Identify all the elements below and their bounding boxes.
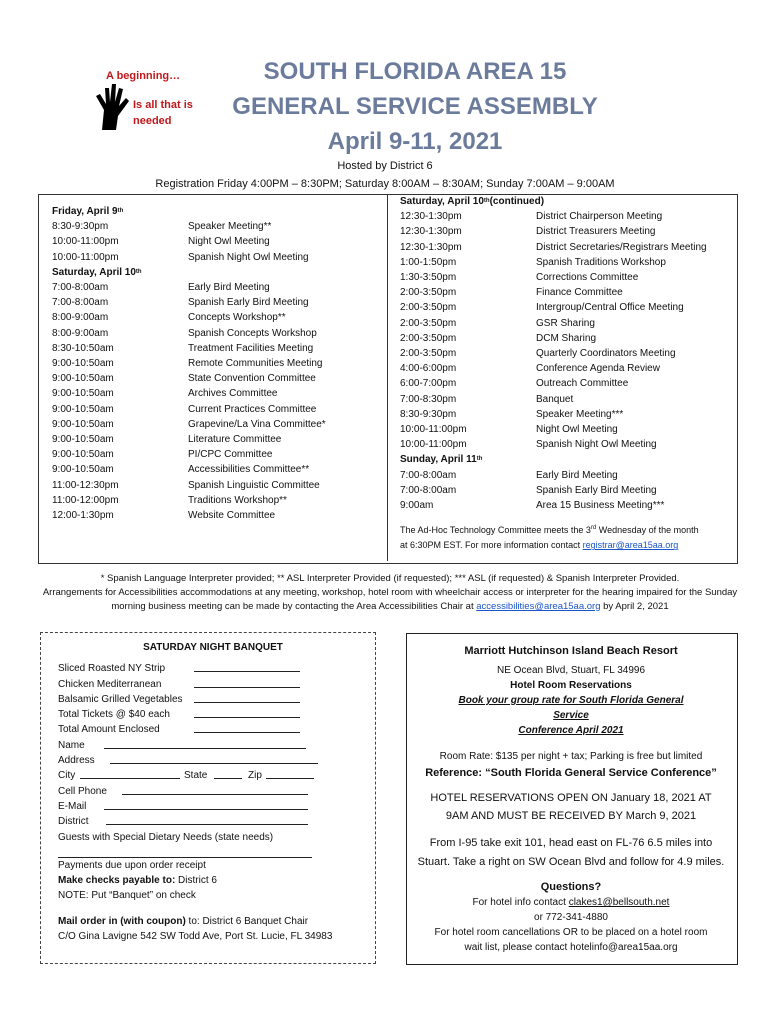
schedule-row <box>52 447 382 462</box>
schedule-time: 9:00-10:50am <box>52 373 114 385</box>
schedule-row <box>400 407 730 422</box>
schedule-time: 7:00-8:00am <box>52 282 109 294</box>
schedule-row <box>400 331 730 346</box>
banquet-item-blank[interactable] <box>194 661 300 672</box>
hotel-info <box>408 644 734 955</box>
schedule-time: 9:00-10:50am <box>52 464 114 476</box>
schedule-time: 9:00-10:50am <box>52 449 114 461</box>
reservations-open-2: 9AM AND MUST BE RECEIVED BY March 9, 2021 <box>445 810 697 822</box>
saturday-heading: Saturday, April 10 th <box>52 266 142 278</box>
checks-payable: Make checks payable to: District 6 <box>58 875 217 887</box>
schedule-event: Spanish Traditions Workshop <box>536 256 666 268</box>
name-field[interactable]: Name <box>58 738 368 753</box>
schedule-time: 2:00-3:50pm <box>400 332 457 344</box>
cell-phone-field[interactable]: Cell Phone <box>58 784 368 799</box>
logo-tagline-top: A beginning… <box>106 70 181 82</box>
mail-order: Mail order in (with coupon) to: District 6 Banquet Chair <box>58 915 309 927</box>
schedule-row <box>400 346 730 361</box>
schedule-time: 1:00-1:50pm <box>400 256 457 268</box>
schedule-event: Concepts Workshop** <box>188 312 286 324</box>
page-title-line1: SOUTH FLORIDA AREA 15 <box>263 58 567 85</box>
schedule-row <box>400 240 730 255</box>
banquet-item-label: Balsamic Grilled Vegetables <box>58 693 183 705</box>
schedule-time: 9:00-10:50am <box>52 358 114 370</box>
schedule-time: 2:00-3:50pm <box>400 287 457 299</box>
schedule-event: Grapevine/La Vina Committee* <box>188 418 326 430</box>
schedule-event: Treatment Facilities Meeting <box>188 342 314 354</box>
schedule-row <box>400 498 730 513</box>
interpreter-note: * Spanish Language Interpreter provided; ** ASL Interpreter Provided (if requested); *** ASL (if requested) & Spanish Interpreter Provided. <box>100 573 680 584</box>
schedule-time: 7:00-8:00am <box>52 297 109 309</box>
page-title-date: April 9-11, 2021 <box>327 128 503 155</box>
registrar-email-link[interactable]: registrar@area15aa.org <box>582 540 679 551</box>
reservations-open-1: HOTEL RESERVATIONS OPEN ON January 18, 2021 AT <box>430 792 712 804</box>
district-field[interactable]: District <box>58 814 368 829</box>
schedule-row <box>52 326 382 341</box>
schedule-time: 7:00-8:00am <box>400 469 457 481</box>
schedule-event: Spanish Concepts Workshop <box>188 327 317 339</box>
saturday-continued-list <box>400 209 730 452</box>
schedule-event: Intergroup/Central Office Meeting <box>536 302 684 314</box>
schedule-row <box>400 392 730 407</box>
directions-1: From I-95 take exit 101, head east on FL-76 6.5 miles into <box>429 837 713 849</box>
schedule-event: Quarterly Coordinators Meeting <box>536 348 676 360</box>
schedule-time: 1:30-3:50pm <box>400 272 457 284</box>
schedule-row <box>52 462 382 477</box>
cancellation-2: wait list, please contact hotelinfo@area15aa.org <box>464 942 678 953</box>
schedule-event: Area 15 Business Meeting*** <box>536 500 665 512</box>
schedule-time: 7:00-8:30pm <box>400 393 457 405</box>
schedule-event: Corrections Committee <box>536 272 639 284</box>
group-rate-link-2[interactable]: Service <box>553 710 589 721</box>
schedule-event: Accessibilities Committee** <box>188 464 310 476</box>
schedule-time: 2:00-3:50pm <box>400 302 457 314</box>
accommodations-note-cont: morning business meeting can be made by contacting the Area Accessibilities Chair at accessibilities@area15aa.org by April 2, 2021 <box>111 601 669 612</box>
address-field[interactable]: Address <box>58 753 368 768</box>
banquet-item-blank[interactable] <box>194 692 300 703</box>
schedule-row <box>400 483 730 498</box>
schedule-event: State Convention Committee <box>188 373 316 385</box>
friday-heading: Friday, April 9 th <box>52 206 124 217</box>
schedule-event: Archives Committee <box>188 388 278 400</box>
banquet-item-row[interactable] <box>58 692 368 707</box>
schedule-row <box>400 422 730 437</box>
schedule-time: 8:30-10:50am <box>52 342 114 354</box>
schedule-time: 8:30-9:30pm <box>52 221 109 233</box>
schedule-row <box>52 310 382 325</box>
schedule-event: PI/CPC Committee <box>188 449 273 461</box>
schedule-row <box>52 432 382 447</box>
schedule-event: Spanish Early Bird Meeting <box>188 297 309 309</box>
hosted-by: Hosted by District 6 <box>337 160 433 172</box>
schedule-event: District Chairperson Meeting <box>536 211 663 223</box>
schedule-time: 11:00-12:30pm <box>52 479 119 491</box>
hotel-address: NE Ocean Blvd, Stuart, FL 34996 <box>496 665 646 676</box>
banquet-item-blank[interactable] <box>194 707 300 718</box>
schedule-time: 2:00-3:50pm <box>400 348 457 360</box>
room-rate: Room Rate: $135 per night + tax; Parking is free but limited <box>439 751 703 762</box>
schedule-event: Conference Agenda Review <box>536 363 660 375</box>
check-note: NOTE: Put “Banquet” on check <box>58 890 196 902</box>
schedule-row <box>400 270 730 285</box>
banquet-item-blank[interactable] <box>194 722 300 733</box>
hotel-name: Marriott Hutchinson Island Beach Resort <box>464 645 678 657</box>
raised-hands-icon <box>92 80 132 130</box>
schedule-time: 9:00-10:50am <box>52 418 114 430</box>
schedule-time: 10:00-11:00pm <box>52 236 119 248</box>
schedule-event: Spanish Night Owl Meeting <box>536 439 657 451</box>
cancellation-1: For hotel room cancellations OR to be placed on a hotel room <box>434 927 708 938</box>
payments-note: Payments due upon order receipt <box>58 859 206 871</box>
schedule-row <box>52 417 382 432</box>
group-rate-link-3[interactable]: Conference April 2021 <box>518 725 624 736</box>
schedule-time: 9:00-10:50am <box>52 403 114 415</box>
accessibilities-email-link[interactable]: accessibilities@area15aa.org <box>476 601 601 612</box>
schedule-row <box>52 234 382 249</box>
banquet-title: SATURDAY NIGHT BANQUET <box>143 642 283 653</box>
schedule-time: 6:00-7:00pm <box>400 378 457 390</box>
hotel-reservations-heading: Hotel Room Reservations <box>510 680 632 691</box>
hotel-email-link[interactable]: clakes1@bellsouth.net <box>568 897 670 908</box>
schedule-event: Spanish Night Owl Meeting <box>188 251 309 263</box>
schedule-left <box>52 204 382 523</box>
schedule-row <box>52 295 382 310</box>
mail-address: C/O Gina Lavigne 542 SW Todd Ave, Port St. Lucie, FL 34983 <box>58 931 333 943</box>
schedule-row <box>52 371 382 386</box>
schedule-event: Website Committee <box>188 510 276 522</box>
schedule-row <box>400 224 730 239</box>
saturday-list <box>52 280 382 523</box>
email-field[interactable]: E-Mail <box>58 799 368 814</box>
schedule-row <box>52 478 382 493</box>
schedule-time: 11:00-12:00pm <box>52 494 119 506</box>
tech-note: The Ad-Hoc Technology Committee meets the 3rd Wednesday of the month at 6:30PM EST. For more information contact registrar@area15aa.org <box>400 525 699 551</box>
schedule-divider <box>387 195 388 561</box>
schedule-row <box>400 209 730 224</box>
schedule-event: Night Owl Meeting <box>188 236 270 248</box>
schedule-time: 2:00-3:50pm <box>400 317 457 329</box>
schedule-row <box>52 493 382 508</box>
hotel-phone: or 772-341-4880 <box>534 912 608 923</box>
schedule-event: District Secretaries/Registrars Meeting <box>536 241 707 253</box>
schedule-time: 12:30-1:30pm <box>400 211 462 223</box>
schedule-row <box>400 285 730 300</box>
schedule-time: 4:00-6:00pm <box>400 363 457 375</box>
schedule-row <box>52 250 382 265</box>
banquet-item-label: Sliced Roasted NY Strip <box>58 663 166 675</box>
registration-hours: Registration Friday 4:00PM – 8:30PM; Saturday 8:00AM – 8:30AM; Sunday 7:00AM – 9:00AM <box>155 178 615 190</box>
schedule-row <box>52 219 382 234</box>
schedule-time: 8:00-9:00am <box>52 327 109 339</box>
schedule-event: Early Bird Meeting <box>188 282 270 294</box>
city-state-zip-field[interactable]: City State Zip <box>58 768 368 783</box>
schedule-row <box>52 356 382 371</box>
dietary-needs-label: Guests with Special Dietary Needs (state needs) <box>58 831 274 843</box>
schedule-event: Remote Communities Meeting <box>188 358 323 370</box>
friday-list <box>52 219 382 265</box>
reference: Reference: “South Florida General Service Conference” <box>425 767 717 779</box>
schedule-row <box>400 300 730 315</box>
schedule-row <box>52 402 382 417</box>
schedule-row <box>400 376 730 391</box>
sunday-list <box>400 468 730 514</box>
schedule-time: 9:00-10:50am <box>52 434 114 446</box>
schedule-row <box>52 386 382 401</box>
group-rate-link-1[interactable]: Book your group rate for South Florida General <box>458 695 684 706</box>
banquet-form <box>58 640 368 944</box>
banquet-item-row[interactable] <box>58 707 368 722</box>
schedule-event: Finance Committee <box>536 287 623 299</box>
schedule-time: 10:00-11:00pm <box>400 424 467 436</box>
schedule-event: DCM Sharing <box>536 332 597 344</box>
schedule-event: Early Bird Meeting <box>536 469 618 481</box>
banquet-item-row[interactable] <box>58 661 368 676</box>
schedule-event: Speaker Meeting*** <box>536 408 624 420</box>
schedule-event: Current Practices Committee <box>188 403 317 415</box>
schedule-row <box>52 280 382 295</box>
questions-heading: Questions? <box>540 881 602 893</box>
schedule-event: District Treasurers Meeting <box>536 226 656 238</box>
page-title-line2: GENERAL SERVICE ASSEMBLY <box>232 93 598 120</box>
schedule-time: 9:00am <box>400 500 434 512</box>
directions-2: Stuart. Take a right on SW Ocean Blvd and follow for 4.9 miles. <box>417 856 725 868</box>
banquet-item-label: Total Tickets @ $40 each <box>58 709 170 721</box>
sunday-heading: Sunday, April 11 th <box>400 454 483 466</box>
schedule-row <box>400 255 730 270</box>
schedule-event: Banquet <box>536 393 574 405</box>
banquet-item-label: Chicken Mediterranean <box>58 678 162 690</box>
schedule-time: 12:00-1:30pm <box>52 510 114 522</box>
schedule-time: 12:30-1:30pm <box>400 226 462 238</box>
accessibility-notes <box>40 572 740 614</box>
dietary-needs-field[interactable] <box>58 845 368 858</box>
logo-tagline-side: Is all that is needed <box>133 99 193 127</box>
schedule-time: 12:30-1:30pm <box>400 241 462 253</box>
schedule-time: 8:00-9:00am <box>52 312 109 324</box>
banquet-item-row[interactable] <box>58 722 368 737</box>
schedule-time: 10:00-11:00pm <box>400 439 467 451</box>
schedule-time: 8:30-9:30pm <box>400 408 457 420</box>
schedule-event: Speaker Meeting** <box>188 221 272 233</box>
schedule-time: 7:00-8:00am <box>400 484 457 496</box>
schedule-event: Spanish Linguistic Committee <box>188 479 320 491</box>
schedule-row <box>52 341 382 356</box>
schedule-right <box>400 194 730 553</box>
schedule-row <box>52 508 382 523</box>
schedule-time: 10:00-11:00pm <box>52 251 119 263</box>
schedule-time: 9:00-10:50am <box>52 388 114 400</box>
schedule-event: GSR Sharing <box>536 317 595 329</box>
saturday-continued-heading: Saturday, April 10 th (continued) <box>400 196 545 207</box>
schedule-row <box>400 437 730 452</box>
schedule-row <box>400 361 730 376</box>
schedule-event: Outreach Committee <box>536 378 629 390</box>
schedule-event: Night Owl Meeting <box>536 424 618 436</box>
accommodations-note: Arrangements for Accessibilities accommodations at any meeting, workshop, hotel room with wheelchair access or interpreter for the hearing impaired for the Sunday <box>42 587 738 598</box>
schedule-row <box>400 468 730 483</box>
banquet-item-row[interactable] <box>58 677 368 692</box>
banquet-items <box>58 661 368 737</box>
banquet-item-label: Total Amount Enclosed <box>58 724 160 736</box>
schedule-event: Spanish Early Bird Meeting <box>536 484 657 496</box>
banquet-item-blank[interactable] <box>194 677 300 688</box>
hotel-contact: For hotel info contact clakes1@bellsouth.net <box>472 897 670 908</box>
schedule-event: Traditions Workshop** <box>188 494 287 506</box>
schedule-event: Literature Committee <box>188 434 282 446</box>
schedule-row <box>400 316 730 331</box>
